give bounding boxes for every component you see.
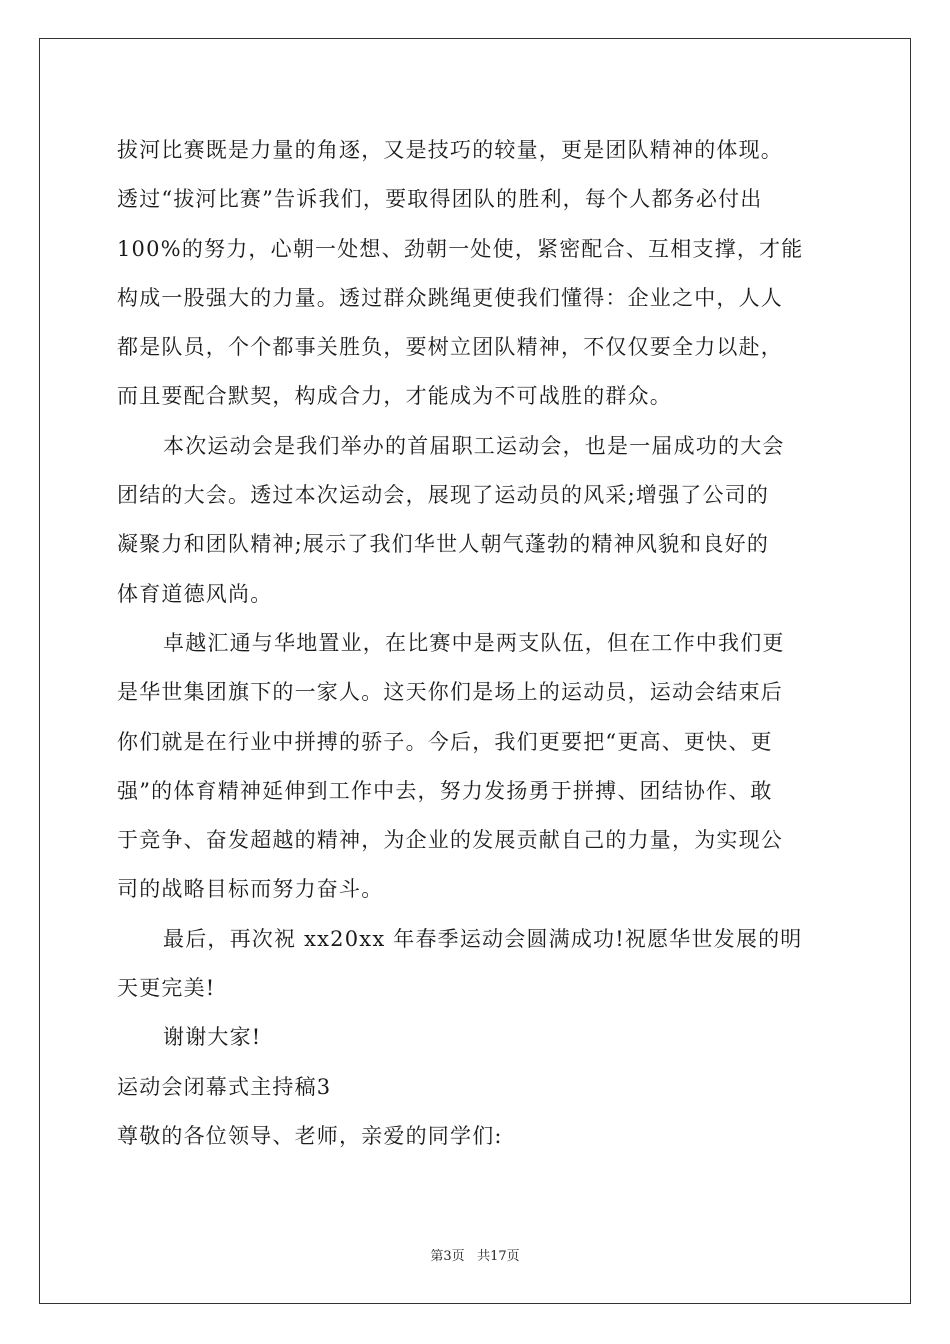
text-line: 是华世集团旗下的一家人。这天你们是场上的运动员，运动会结束后 bbox=[117, 680, 783, 705]
text-line: 透过“拔河比赛”告诉我们，要取得团队的胜利，每个人都务必付出 bbox=[117, 187, 763, 212]
text-line: 司的战略目标而努力奋斗。 bbox=[117, 877, 384, 902]
text-line: 团结的大会。透过本次运动会，展现了运动员的风采;增强了公司的 bbox=[117, 483, 770, 508]
page-footer bbox=[0, 1245, 950, 1264]
paragraph-start-line: 最后，再次祝 xx20xx 年春季运动会圆满成功!祝愿华世发展的明 bbox=[163, 926, 803, 951]
text-line: 凝聚力和团队精神;展示了我们华世人朝气蓬勃的精神风貌和良好的 bbox=[117, 532, 770, 557]
text-line: 而且要配合默契，构成合力，才能成为不可战胜的群众。 bbox=[117, 384, 672, 409]
paragraph-start-line: 本次运动会是我们举办的首届职工运动会，也是一届成功的大会 bbox=[163, 433, 785, 458]
text-line: 拔河比赛既是力量的角逐，又是技巧的较量，更是团队精神的体现。 bbox=[117, 138, 783, 162]
section-title: 运动会闭幕式主持稿3 bbox=[117, 1074, 332, 1099]
document-body bbox=[117, 126, 833, 1161]
text-line: 你们就是在行业中拼搏的骄子。今后，我们更要把“更高、更快、更 bbox=[117, 729, 773, 754]
text-line: 强”的体育精神延伸到工作中去，努力发扬勇于拼搏、团结协作、敢 bbox=[117, 778, 773, 803]
text-line: 构成一股强大的力量。透过群众跳绳更使我们懂得：企业之中，人人 bbox=[117, 285, 783, 310]
text-line: 100%的努力，心朝一处想、劲朝一处使，紧密配合、互相支撑，才能 bbox=[117, 236, 804, 261]
text-line: 体育道德风尚。 bbox=[117, 581, 273, 606]
paragraph-start-line: 谢谢大家! bbox=[163, 1025, 262, 1050]
text-line: 都是队员，个个都事关胜负，要树立团队精神，不仅仅要全力以赴， bbox=[117, 335, 783, 360]
page-number: 第3页 bbox=[430, 1249, 465, 1264]
paragraph-start-line: 卓越汇通与华地置业，在比赛中是两支队伍，但在工作中我们更 bbox=[163, 630, 785, 655]
salutation-line: 尊敬的各位领导、老师，亲爱的同学们: bbox=[117, 1123, 503, 1148]
text-line: 于竞争、奋发超越的精神，为企业的发展贡献自己的力量，为实现公 bbox=[117, 828, 783, 853]
text-line: 天更完美! bbox=[117, 976, 216, 1001]
total-pages: 共17页 bbox=[477, 1249, 520, 1264]
